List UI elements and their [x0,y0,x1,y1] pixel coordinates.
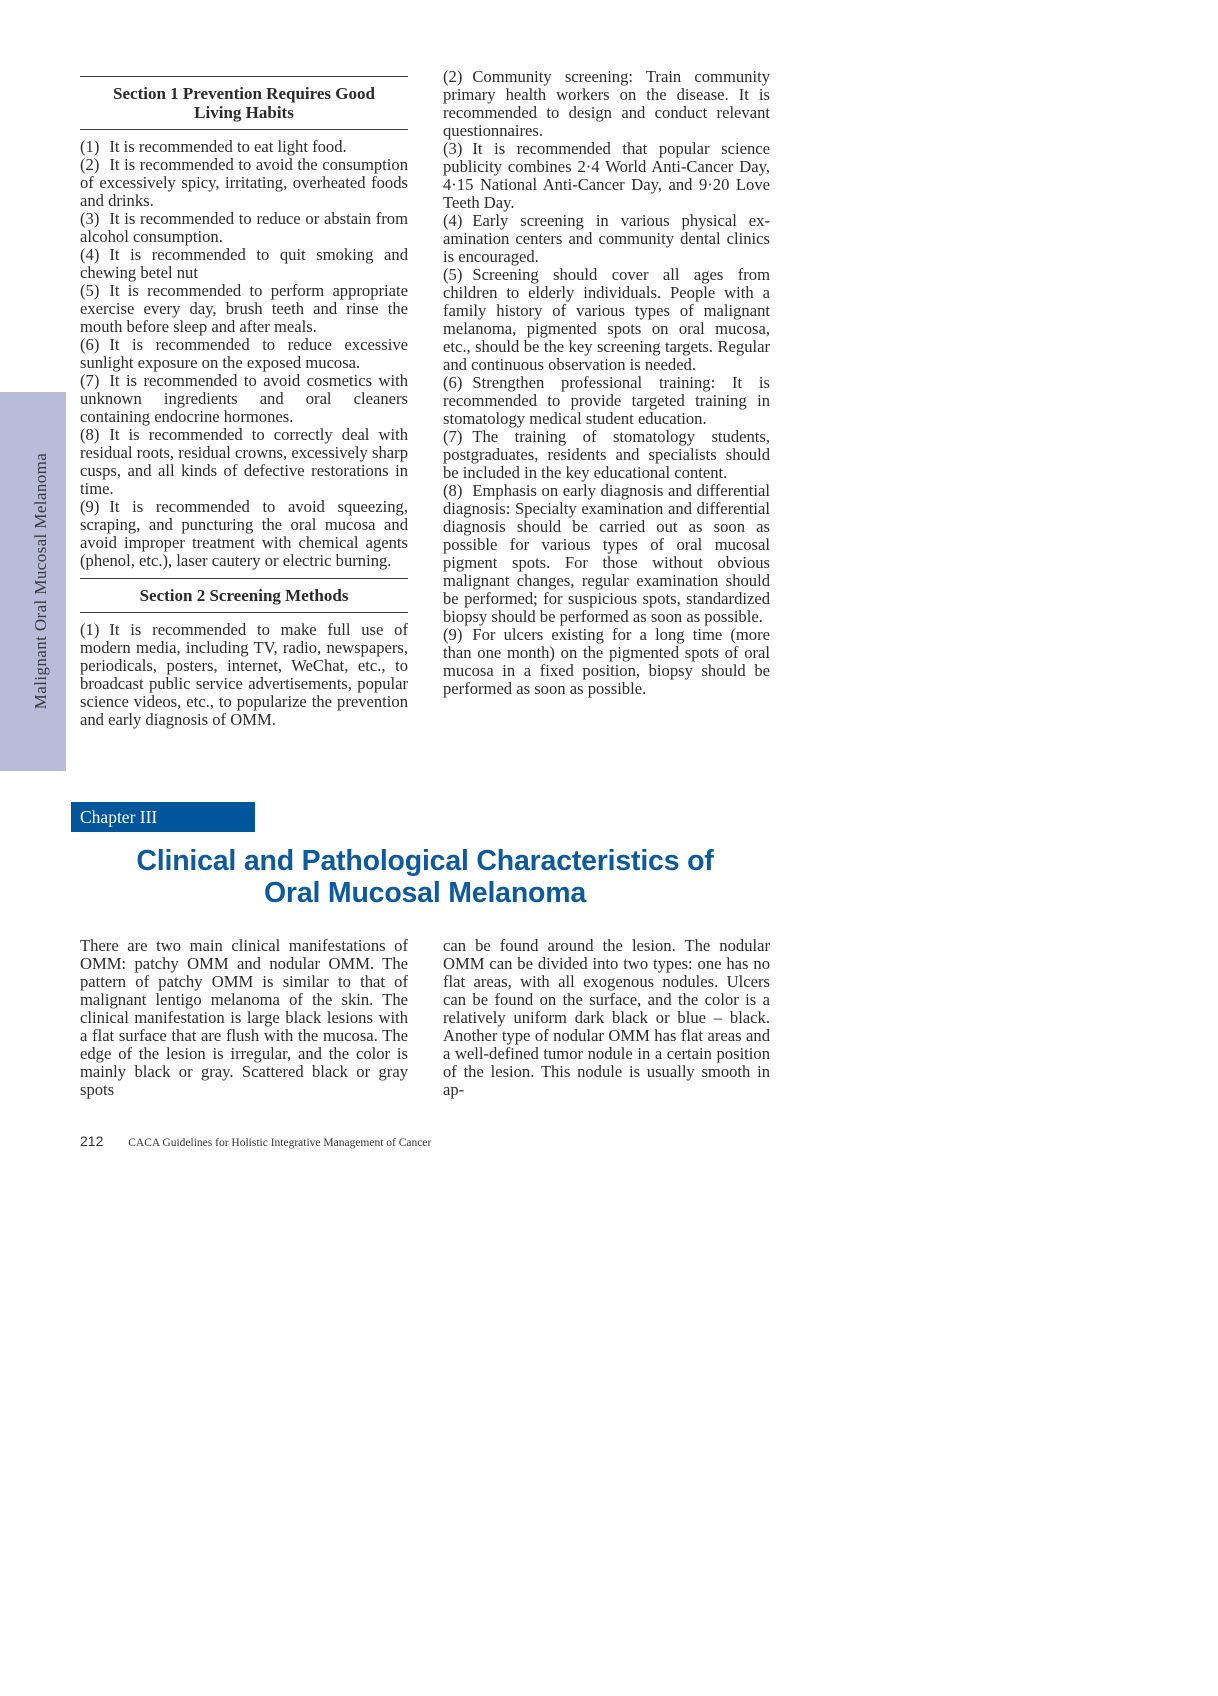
item-number: (3) [443,139,463,158]
item-text: It is recommended that popular science publicity combines 2·4 World Anti-Cancer Day, 4·15 National Anti-Cancer Day, and 9·20 Love Teeth Day. [443,139,770,212]
list-item [443,266,770,374]
section-1-title-line1: Section 1 Prevention Requires Good [113,84,375,103]
intro-paragraph-left: There are two main clinical manifestations of OMM: patchy OMM and nodular OMM. The pattern of patchy OMM is similar to that of malignant lentigo melanoma of the skin. The clinical manifestation is large black lesions with a flat surface that are flush with the mucosa. The edge of the lesion is irregular, and the color is mainly black or gray. Scattered black or gray spots [80,936,408,1099]
book-title: CACA Guidelines for Holistic Integrative Management of Cancer [128,1137,432,1149]
item-text: Emphasis on early diagnosis and differential diagnosis: Specialty examination and differential diagnosis should be carried out as soon as possible for various types of oral mucosal pigment spots. For those without obvious malignant changes, regular examination should be performed; for suspicious spots, standardized biopsy should be performed as soon as possible. [443,481,770,626]
side-tab-label: Malignant Oral Mucosal Melanoma [31,452,50,710]
intro-left-column [80,937,408,1099]
list-item [443,374,770,428]
list-item [80,138,408,156]
left-column [80,68,408,729]
section-2-title: Section 2 Screening Methods [139,586,349,605]
chapter-title [80,845,770,909]
chapter-title-line1: Clinical and Pathological Characteristics of [136,845,714,877]
list-item [80,336,408,372]
item-text: It is recommended to avoid the consumption of excessively spicy, irritating, overheated foods and drinks. [80,155,408,210]
right-column [443,68,770,698]
page-footer [80,1133,431,1149]
item-number: (3) [80,209,100,228]
item-text: It is recommended to avoid cosmetics with unknown ingredients and oral cleaners containing endocrine hormones. [80,371,408,426]
list-item [80,210,408,246]
chapter-title-line2: Oral Mucosal Melanoma [263,877,587,909]
item-number: (8) [80,425,100,444]
item-text: Strengthen professional training: It is recommended to provide targeted training in stomatology medical student education. [443,373,770,428]
item-number: (9) [443,625,463,644]
list-item [80,372,408,426]
item-text: For ulcers existing for a long time (more than one month) on the pigmented spots of oral mucosa in a fixed position, biopsy should be performed as soon as possible. [443,625,770,698]
list-item [443,428,770,482]
chapter-label-box [71,802,255,832]
item-number: (1) [80,137,100,156]
intro-right-column [443,937,770,1099]
item-number: (2) [80,155,100,174]
item-number: (4) [80,245,100,264]
list-item [443,140,770,212]
section-2-heading [80,578,408,613]
list-item [80,156,408,210]
list-item [80,426,408,498]
list-item [443,626,770,698]
item-number: (2) [443,67,463,86]
intro-paragraph-right: can be found around the lesion. The nodular OMM can be divided into two types: one has no flat areas, with all exogenous nodules. Ulcers can be found on the surface, and the color is a relatively uniform dark black or blue – black. Another type of nodular OMM has flat areas and a well-defined tumor nodule in a certain position of the lesion. This nodule is usually smooth in ap- [443,936,770,1099]
item-number: (6) [80,335,100,354]
section-1-list [80,138,408,570]
item-text: It is recommended to perform appropriate exercise every day, brush teeth and rinse the mouth before sleep and after meals. [80,281,408,336]
item-number: (5) [443,265,463,284]
list-item [443,482,770,626]
page-number: 212 [80,1133,104,1149]
chapter-label: Chapter III [80,807,158,827]
item-number: (7) [80,371,100,390]
list-item [443,212,770,266]
list-item [443,68,770,140]
item-number: (6) [443,373,463,392]
list-item [80,282,408,336]
item-text: It is recommended to correctly deal with residual roots, residual crowns, excessively sharp cusps, and all kinds of defective restorations in time. [80,425,408,498]
list-item [80,246,408,282]
item-text: It is recommended to quit smoking and chewing betel nut [80,245,408,282]
item-text: The training of stomatology students, postgraduates, residents and specialists should be included in the key educational content. [443,427,770,482]
item-text: It is recommended to reduce or abstain from alcohol consumption. [80,209,408,246]
item-text: It is recommended to avoid squeezing, scraping, and puncturing the oral mucosa and avoid improper treatment with chemical agents (phenol, etc.), laser cautery or electric burning. [80,497,408,570]
item-number: (9) [80,497,100,516]
item-text: Early screening in various physical examination centers and community dental clinics is encouraged. [443,211,770,266]
item-number: (4) [443,211,463,230]
item-number: (7) [443,427,463,446]
item-text: It is recommended to make full use of modern media, including TV, radio, newspapers, periodicals, posters, internet, WeChat, etc., to broadcast public service advertisements, popular science videos, etc., to popularize the prevention and early diagnosis of OMM. [80,620,408,729]
item-text: It is recommended to reduce excessive sunlight exposure on the exposed mucosa. [80,335,408,372]
item-text: Community screening: Train community primary health workers on the disease. It is recommended to design and conduct relevant questionnaires. [443,67,770,140]
item-text: It is recommended to eat light food. [109,137,347,156]
section-1-title-line2: Living Habits [194,103,294,122]
list-item [80,621,408,729]
item-number: (1) [80,620,100,639]
item-number: (8) [443,481,463,500]
item-number: (5) [80,281,100,300]
list-item [80,498,408,570]
section-1-heading [80,76,408,130]
item-text: Screening should cover all ages from children to elderly individuals. People with a family history of various types of malignant melanoma, pigmented spots on oral mucosa, etc., should be the key screening targets. Regular and continuous observation is needed. [443,265,770,374]
